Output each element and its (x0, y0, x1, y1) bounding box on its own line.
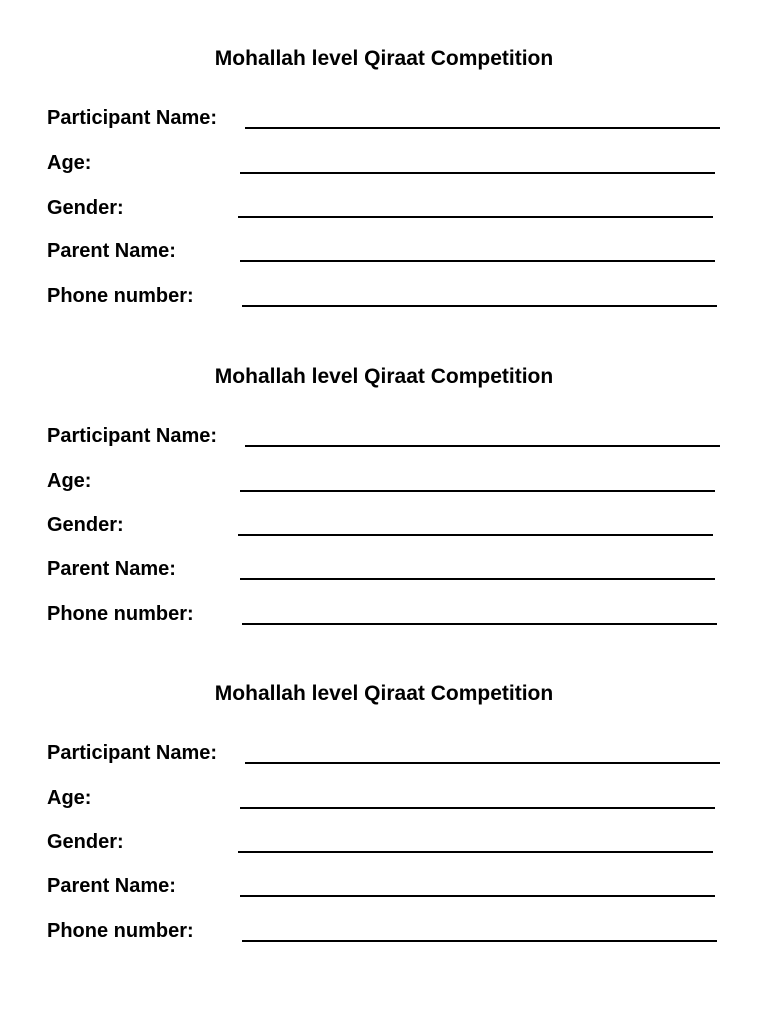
gender-label: Gender: (47, 831, 124, 853)
form-title: Mohallah level Qiraat Competition (214, 365, 554, 388)
parent-name-label: Parent Name: (47, 240, 176, 262)
age-field[interactable] (240, 807, 715, 809)
registration-form-1 (0, 45, 768, 345)
age-label: Age: (47, 152, 92, 174)
phone-number-field[interactable] (242, 623, 717, 625)
phone-number-label: Phone number: (47, 285, 194, 307)
phone-number-field[interactable] (242, 305, 717, 307)
parent-name-label: Parent Name: (47, 558, 176, 580)
parent-name-field[interactable] (240, 578, 715, 580)
participant-name-label: Participant Name: (47, 425, 218, 447)
age-field[interactable] (240, 172, 715, 174)
phone-number-field[interactable] (242, 940, 717, 942)
participant-name-field[interactable] (245, 762, 720, 764)
gender-field[interactable] (238, 216, 713, 218)
registration-form-3 (0, 680, 768, 980)
age-label: Age: (47, 470, 92, 492)
form-title: Mohallah level Qiraat Competition (214, 47, 554, 70)
parent-name-label: Parent Name: (47, 875, 176, 897)
participant-name-field[interactable] (245, 445, 720, 447)
gender-label: Gender: (47, 197, 124, 219)
form-title: Mohallah level Qiraat Competition (214, 682, 554, 705)
participant-name-label: Participant Name: (47, 107, 218, 129)
parent-name-field[interactable] (240, 260, 715, 262)
age-field[interactable] (240, 490, 715, 492)
gender-field[interactable] (238, 851, 713, 853)
participant-name-label: Participant Name: (47, 742, 218, 764)
participant-name-field[interactable] (245, 127, 720, 129)
gender-field[interactable] (238, 534, 713, 536)
registration-form-2 (0, 363, 768, 663)
age-label: Age: (47, 787, 92, 809)
parent-name-field[interactable] (240, 895, 715, 897)
gender-label: Gender: (47, 514, 124, 536)
phone-number-label: Phone number: (47, 603, 194, 625)
phone-number-label: Phone number: (47, 920, 194, 942)
